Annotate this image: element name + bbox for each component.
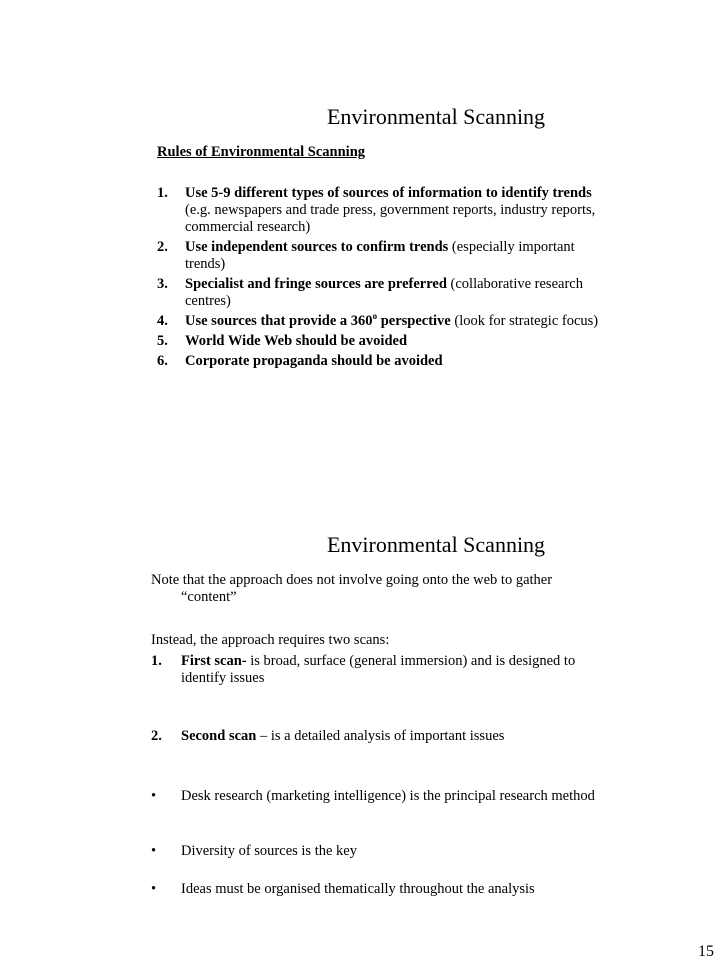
page-number: 15 [698,943,714,960]
scan-item [151,653,611,687]
rule-item [157,313,607,330]
slide-1-title [0,104,728,130]
rule-number: 3. [157,276,168,292]
bullet-text: Ideas must be organised thematically throughout the analysis [181,881,535,897]
rule-bold-text: Use 5-9 different types of sources of information to identify trends [185,185,592,201]
rule-number: 4. [157,313,168,329]
scan-label: First scan- [181,653,247,669]
rule-item [157,333,607,350]
rule-bold-text: Use sources that provide a 360 [185,313,373,329]
rule-bold-text: Use independent sources to confirm trends [185,239,449,255]
rule-number: 2. [157,239,168,255]
scan-detail: – is a detailed analysis of important issues [256,728,505,744]
slide-2-title-text: Environmental Scanning [326,532,546,557]
rule-item [157,353,607,370]
scan-item [151,728,611,745]
rule-item [157,185,607,236]
rules-list [157,185,607,373]
scan-number: 1. [151,653,162,669]
slide-1-subtitle: Rules of Environmental Scanning [157,144,366,160]
bullet-icon: • [151,843,157,859]
rule-item [157,239,607,273]
rule-number: 5. [157,333,168,349]
degree-superscript: o [372,311,378,322]
scan-detail: is broad, surface (general immersion) and is designed to identify issues [181,653,576,686]
rule-number: 6. [157,353,168,369]
note-paragraph: Note that the approach does not involve going onto the web to gather “content” [151,572,553,605]
instead-paragraph: Instead, the approach requires two scans: [151,632,390,648]
rule-detail: (especially important trends) [185,239,575,272]
bullet-text: Desk research (marketing intelligence) is the principal research method [181,788,595,804]
rule-bold-text-cont: perspective [377,313,451,329]
slide-2-title [0,532,728,558]
bullet-text: Diversity of sources is the key [181,843,357,859]
rule-detail: (e.g. newspapers and trade press, government reports, industry reports, commercial research) [185,202,596,235]
bullet-item [151,881,611,898]
slide-2 [0,532,728,897]
rule-detail: (collaborative research centres) [185,276,583,309]
rule-bold-text: World Wide Web should be avoided [185,333,408,349]
bullet-icon: • [151,881,157,897]
scan-label: Second scan [181,728,257,744]
scan-number: 2. [151,728,162,744]
rule-item [157,276,607,310]
rule-number: 1. [157,185,168,201]
bullet-icon: • [151,788,157,804]
slide-1-title-text: Environmental Scanning [326,104,546,129]
rule-bold-text: Corporate propaganda should be avoided [185,353,443,369]
rule-detail: (look for strategic focus) [450,313,599,329]
bullet-item [151,788,611,805]
bullet-item [151,843,611,860]
rule-bold-text: Specialist and fringe sources are preferred [185,276,447,292]
